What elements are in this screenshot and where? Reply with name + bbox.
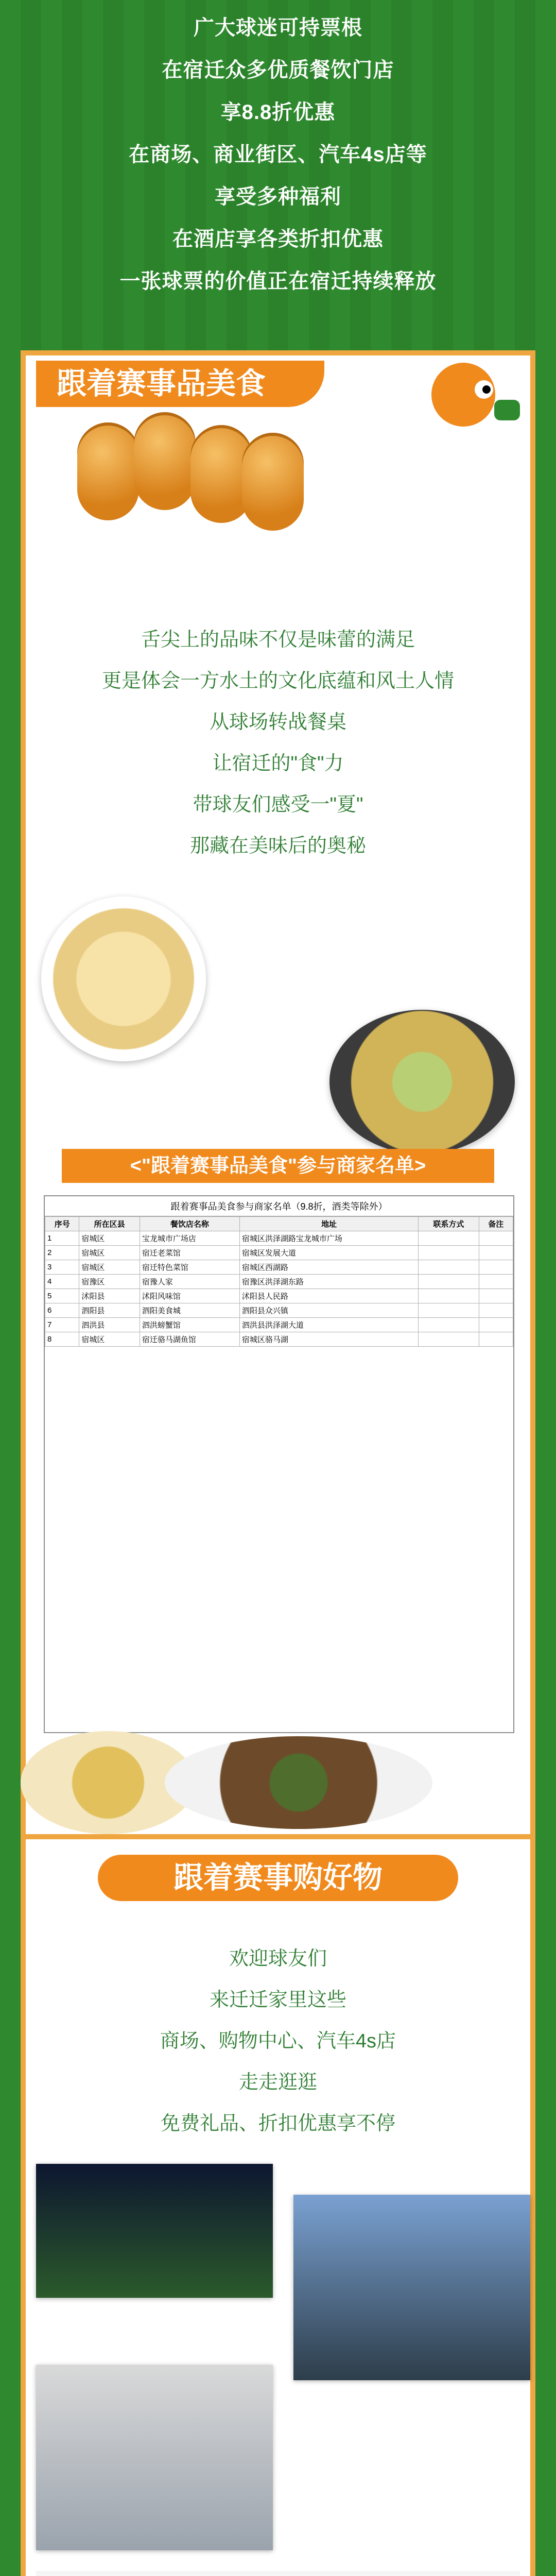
- table-header: 联系方式: [419, 1217, 479, 1231]
- table-row: [45, 1332, 513, 1347]
- table-row: [45, 1231, 513, 1246]
- table-cell: [419, 1318, 479, 1332]
- shop-line: 来迁迁家里这些: [209, 1989, 346, 2011]
- shop-line: 欢迎球友们: [229, 1948, 327, 1970]
- table-cell: 泗阳美食城: [140, 1303, 239, 1318]
- shopping-street-photo: [36, 2164, 273, 2298]
- bread-image: [72, 412, 309, 531]
- table-header: 餐饮店名称: [140, 1217, 239, 1231]
- table-cell: 宿迁骆马湖鱼馆: [140, 1332, 239, 1347]
- intro-line: 享8.8折优惠: [220, 101, 336, 124]
- blank-area: [36, 2571, 520, 2576]
- mascot-pupil: [482, 385, 491, 394]
- intro-line: 在商场、商业街区、汽车4s店等: [129, 143, 427, 166]
- city-night-photo: [293, 2195, 530, 2380]
- table-cell: 泗洪螃蟹馆: [140, 1318, 239, 1332]
- mascot-image: [309, 353, 530, 436]
- table-cell: [479, 1303, 513, 1318]
- table-cell: 沭阳县: [79, 1289, 140, 1303]
- table-cell: 沭阳风味馆: [140, 1289, 239, 1303]
- food-table-caption: 跟着赛事品美食参与商家名单（9.8折，酒类等除外）: [45, 1196, 513, 1216]
- table-header: 序号: [45, 1217, 79, 1231]
- table-cell: 宿迁老菜馆: [140, 1246, 239, 1260]
- table-cell: 宿城区西湖路: [239, 1260, 418, 1275]
- noodles-image: [41, 896, 206, 1061]
- table-cell: [479, 1318, 513, 1332]
- table-cell: 泗阳县众兴镇: [239, 1303, 418, 1318]
- bread-loaf: [77, 422, 139, 520]
- table-cell: 宿豫区: [79, 1275, 140, 1289]
- bread-loaf: [242, 433, 304, 531]
- dish-image: [165, 1736, 432, 1829]
- mascot-hat: [494, 400, 520, 420]
- table-cell: 宿迁特色菜馆: [140, 1260, 239, 1275]
- table-row: [45, 1246, 513, 1260]
- shop-banner: 跟着赛事购好物: [98, 1855, 458, 1901]
- dish-images: [21, 1731, 535, 1834]
- table-cell: 2: [45, 1246, 79, 1260]
- table-cell: [479, 1231, 513, 1246]
- table-cell: [479, 1260, 513, 1275]
- table-cell: 泗阳县: [79, 1303, 140, 1318]
- food-merchant-table: [44, 1195, 514, 1733]
- food-line: 让宿迁的"食"力: [212, 753, 344, 774]
- intro-line: 享受多种福利: [215, 185, 341, 208]
- food-line: 舌尖上的品味不仅是味蕾的满足: [141, 629, 415, 651]
- intro-section: [0, 0, 556, 330]
- table-cell: 泗洪县洪泽湖大道: [239, 1318, 418, 1332]
- food-table: [45, 1216, 513, 1347]
- table-cell: 宿城区: [79, 1246, 140, 1260]
- soup-bowl-image: [329, 1010, 515, 1154]
- table-row: [45, 1303, 513, 1318]
- food-line: 那藏在美味后的奥秘: [189, 835, 366, 857]
- food-list-title: <"跟着赛事品美食"参与商家名单>: [62, 1149, 494, 1183]
- table-cell: 8: [45, 1332, 79, 1347]
- intro-line: 在宿迁众多优质餐饮门店: [162, 59, 394, 81]
- table-cell: 1: [45, 1231, 79, 1246]
- table-cell: 宿豫区洪泽湖东路: [239, 1275, 418, 1289]
- table-cell: 宿城区: [79, 1260, 140, 1275]
- table-cell: 4: [45, 1275, 79, 1289]
- table-cell: [419, 1231, 479, 1246]
- shop-line: 免费礼品、折扣优惠享不停: [160, 2113, 395, 2134]
- food-banner: 跟着赛事品美食: [36, 361, 324, 407]
- table-cell: 7: [45, 1318, 79, 1332]
- table-cell: 泗洪县: [79, 1318, 140, 1332]
- table-cell: 宿城区洪泽湖路宝龙城市广场: [239, 1231, 418, 1246]
- table-cell: 3: [45, 1260, 79, 1275]
- table-cell: 5: [45, 1289, 79, 1303]
- table-row: [45, 1289, 513, 1303]
- table-header-row: [45, 1217, 513, 1231]
- table-cell: [419, 1289, 479, 1303]
- intro-line: 广大球迷可持票根: [194, 16, 362, 39]
- table-cell: [419, 1303, 479, 1318]
- table-cell: 宝龙城市广场店: [140, 1231, 239, 1246]
- table-cell: 沭阳县人民路: [239, 1289, 418, 1303]
- table-cell: 宿城区骆马湖: [239, 1332, 418, 1347]
- table-row: [45, 1275, 513, 1289]
- table-header: 地址: [239, 1217, 418, 1231]
- table-header: 所在区县: [79, 1217, 140, 1231]
- food-line: 更是体会一方水土的文化底蕴和风土人情: [101, 670, 454, 692]
- table-cell: [419, 1260, 479, 1275]
- table-cell: [419, 1332, 479, 1347]
- table-cell: [479, 1332, 513, 1347]
- table-row: [45, 1318, 513, 1332]
- table-cell: 宿城区: [79, 1332, 140, 1347]
- shop-line: 走走逛逛: [238, 2072, 317, 2093]
- table-cell: 6: [45, 1303, 79, 1318]
- table-cell: 宿城区发展大道: [239, 1246, 418, 1260]
- bread-loaf: [134, 412, 196, 510]
- table-header: 备注: [479, 1217, 513, 1231]
- food-line: 带球友们感受一"夏": [193, 794, 363, 816]
- food-line: 从球场转战餐桌: [209, 711, 346, 733]
- shop-line: 商场、购物中心、汽车4s店: [160, 2030, 396, 2052]
- city-aerial-photo: [36, 2365, 273, 2550]
- intro-line: 一张球票的价值正在宿迁持续释放: [119, 270, 437, 293]
- table-cell: [479, 1289, 513, 1303]
- table-cell: 宿豫人家: [140, 1275, 239, 1289]
- table-cell: [419, 1275, 479, 1289]
- table-cell: [479, 1275, 513, 1289]
- table-cell: 宿城区: [79, 1231, 140, 1246]
- intro-line: 在酒店享各类折扣优惠: [172, 228, 384, 250]
- table-cell: [479, 1246, 513, 1260]
- table-cell: [419, 1246, 479, 1260]
- table-row: [45, 1260, 513, 1275]
